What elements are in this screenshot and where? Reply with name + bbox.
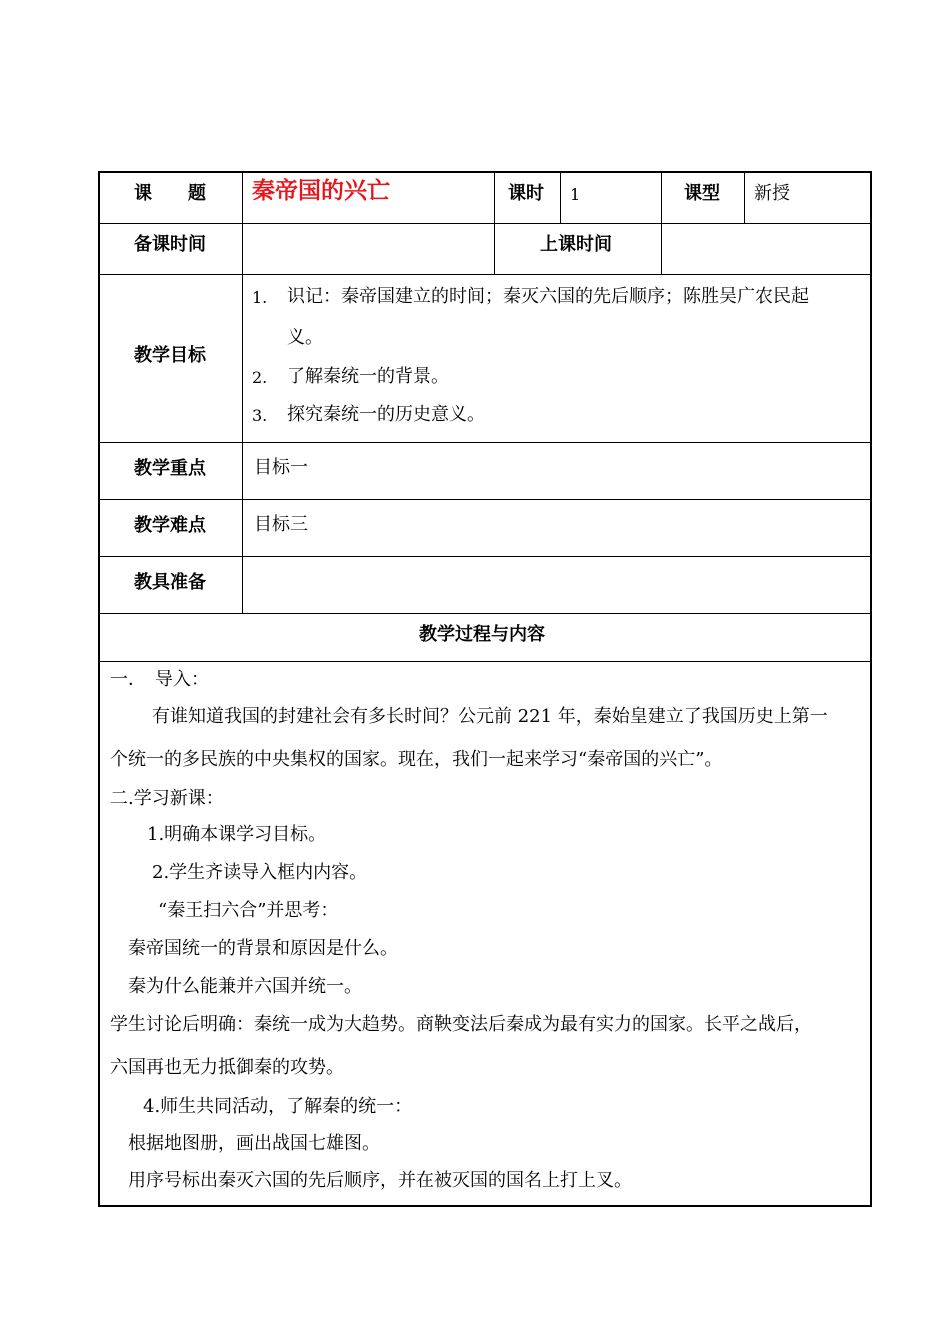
key-point-label: 教学重点 [134,458,206,479]
objective-text: 了解秦统一的背景。 [287,366,449,387]
process-line: 学生讨论后明确：秦统一成为大趋势。商鞅变法后秦成为最有实力的国家。长平之战后， [110,1014,812,1035]
process-line: 用序号标出秦灭六国的先后顺序，并在被灭国的国名上打上叉。 [128,1170,632,1191]
materials-label: 教具准备 [134,572,206,593]
process-line: 一． 导入： [110,669,209,690]
objective-number: 3. [252,406,268,425]
key-point-value: 目标一 [254,457,308,478]
process-line: 秦帝国统一的背景和原因是什么。 [128,938,398,959]
objective-text-cont: 义。 [287,327,323,348]
type-label: 课型 [684,183,720,204]
col-divider [242,172,243,613]
row-divider [99,274,871,275]
row-divider [99,223,871,224]
prep-time-label: 备课时间 [134,234,206,255]
row-divider [99,556,871,557]
class-time-label: 上课时间 [540,234,612,255]
process-line: 2.学生齐读导入框内内容。 [152,862,368,883]
process-line: 1.明确本课学习目标。 [147,824,327,845]
process-line: 个统一的多民族的中央集权的国家。现在，我们一起来学习“秦帝国的兴亡”。 [110,749,723,770]
process-line: 有谁知道我国的封建社会有多长时间？公元前 221 年，秦始皇建立了我国历史上第一 [152,706,828,727]
col-divider [560,172,561,223]
row-divider [99,442,871,443]
objective-number: 1. [252,288,268,307]
row-divider [99,499,871,500]
type-value: 新授 [754,183,790,204]
difficulty-value: 目标三 [254,514,308,535]
objective-number: 2. [252,368,268,387]
process-line: 二.学习新课： [110,788,224,809]
row-divider [99,613,871,614]
process-line: 根据地图册，画出战国七雄图。 [128,1133,380,1154]
process-heading: 教学过程与内容 [419,624,545,645]
objectives-label: 教学目标 [134,345,206,366]
objective-text: 探究秦统一的历史意义。 [287,404,485,425]
row-divider [99,661,871,662]
hours-value: 1 [570,185,581,204]
hours-label: 课时 [508,183,544,204]
lesson-plan-table [98,171,872,1207]
process-line: 秦为什么能兼并六国并统一。 [128,976,362,997]
col-divider [661,172,662,274]
process-line: 六国再也无力抵御秦的攻势。 [110,1057,344,1078]
col-divider [744,172,745,223]
difficulty-label: 教学难点 [134,515,206,536]
process-line: 4.师生共同活动，了解秦的统一： [143,1096,413,1117]
topic-label: 课 题 [134,183,206,204]
objective-text: 识记：秦帝国建立的时间；秦灭六国的先后顺序；陈胜吴广农民起 [287,286,809,307]
col-divider [494,172,495,274]
process-line: “秦王扫六合”并思考： [158,900,339,921]
lesson-title: 秦帝国的兴亡 [252,178,390,204]
